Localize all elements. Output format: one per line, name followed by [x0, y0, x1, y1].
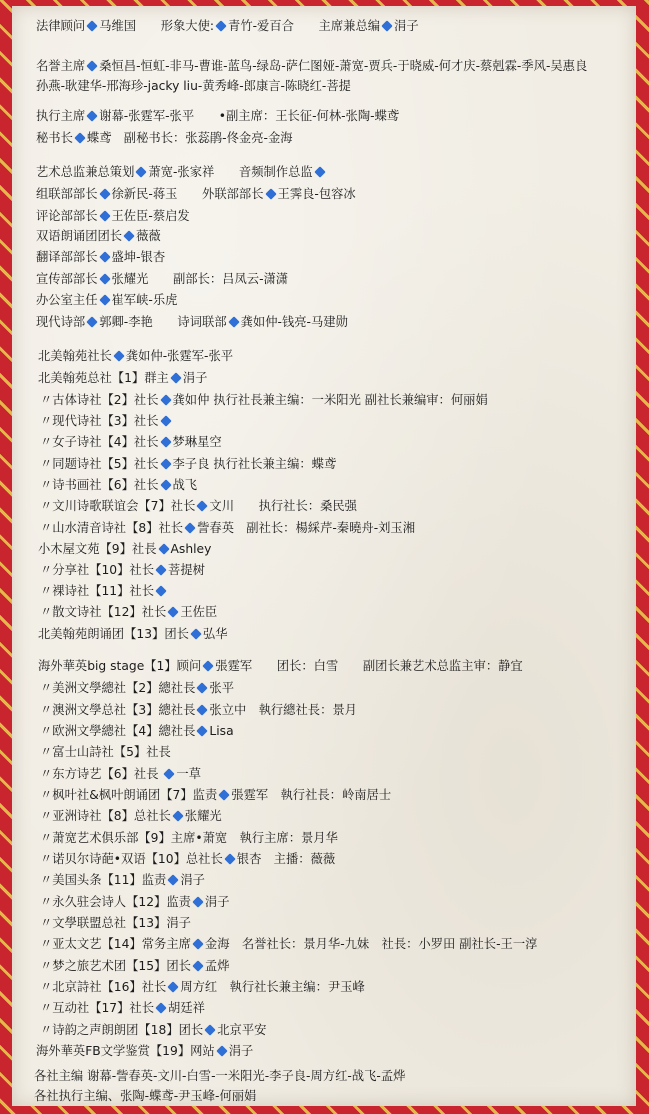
diamond-bullet-icon — [155, 564, 166, 575]
diamond-bullet-icon — [160, 458, 171, 469]
diamond-bullet-icon — [205, 1024, 216, 1035]
document-page — [12, 6, 636, 1106]
diamond-bullet-icon — [168, 874, 179, 885]
diamond-bullet-icon — [160, 436, 171, 447]
text-line: 秘书长 蝶鸢 副秘书长：张蕊鹃-佟金亮-金海 — [36, 131, 293, 145]
diamond-bullet-icon — [215, 20, 226, 31]
text-line: 〃东方诗艺【6】社長 一草 — [40, 767, 202, 781]
text-line: 〃梦之旅艺术团【15】团长 孟烨 — [40, 959, 230, 973]
diamond-bullet-icon — [172, 810, 183, 821]
diamond-bullet-icon — [164, 768, 175, 779]
text-line: 〃美洲文學總社【2】總社長 张平 — [40, 681, 234, 695]
text-line: 北美翰苑朗诵团【13】团长 弘华 — [38, 627, 228, 641]
diamond-bullet-icon — [158, 543, 169, 554]
text-line: 〃互动社【17】社长 胡廷祥 — [40, 1001, 205, 1015]
diamond-bullet-icon — [197, 704, 208, 715]
diamond-bullet-icon — [155, 1002, 166, 1013]
text-line: 〃散文诗社【12】社长 王佐臣 — [40, 605, 218, 619]
text-line: 北美翰苑社长 龚如仲-张霆军-张平 — [38, 349, 234, 363]
text-line: 北美翰苑总社【1】群主 涓子 — [38, 371, 208, 385]
text-line: 各社主编 谢幕-訾春英-文川-白雪-一米阳光-李子良-周方红-战飞-孟烨 — [34, 1069, 406, 1083]
text-line: 〃澳洲文學总社【3】總社長 张立中 執行總社長：景月 — [40, 703, 357, 717]
text-line: 海外華英FB文学鉴赏【19】网站 涓子 — [36, 1044, 254, 1058]
text-line: 宣传部部长 张耀光 副部长：吕凤云-潇潇 — [36, 272, 289, 286]
diamond-bullet-icon — [203, 660, 214, 671]
diamond-bullet-icon — [160, 415, 171, 426]
diamond-bullet-icon — [184, 522, 195, 533]
text-line: 办公室主任 崔军峡-乐虎 — [36, 293, 178, 307]
diamond-bullet-icon — [168, 981, 179, 992]
diamond-bullet-icon — [87, 60, 98, 71]
diamond-bullet-icon — [190, 628, 201, 639]
text-line: 〃山水清音诗社【8】社长 訾春英 副社长：楊綵芹-秦曉舟-刘玉湘 — [40, 521, 416, 535]
text-line: 执行主席 谢幕-张霆军-张平 •副主席：王长征-何林-张陶-蝶鸢 — [36, 109, 400, 123]
text-line: 〃欧洲文學總社【4】總社長 Lisa — [40, 724, 234, 738]
text-line: 〃萧宽艺术俱乐部【9】主席•萧宽 執行主席：景月华 — [40, 831, 338, 845]
text-line: 名誉主席 桑恒昌-恒虹-非马-曹谁-蓝鸟-绿岛-萨仁图娅-萧宽-贾兵-于晓威-何才庆-蔡剋霖-季风-吴惠良 — [36, 59, 588, 73]
diamond-bullet-icon — [99, 210, 110, 221]
diamond-bullet-icon — [228, 316, 239, 327]
diamond-bullet-icon — [224, 853, 235, 864]
diamond-bullet-icon — [160, 479, 171, 490]
text-line: 〃分享社【10】社长 菩提树 — [40, 563, 205, 577]
diamond-bullet-icon — [87, 316, 98, 327]
text-line: 法律顾问 马维国 形象大使: 青竹-爱百合 主席兼总编 涓子 — [36, 19, 419, 33]
text-line: 翻译部部长 盛坤-银杏 — [36, 250, 166, 264]
text-line: 〃文川诗歌联谊会【7】社长 文川 执行社长：桑民强 — [40, 499, 357, 513]
text-line: 评论部部长 王佐臣-蔡启发 — [36, 209, 190, 223]
text-line: 双语朗诵团团长 薇薇 — [36, 229, 161, 243]
text-line: 现代诗部 郭卿-李艳 诗词联部 龚如仲-钱亮-马建勋 — [36, 315, 348, 329]
diamond-bullet-icon — [219, 789, 230, 800]
text-line: 〃亚洲诗社【8】总社长 张耀光 — [40, 809, 222, 823]
diamond-bullet-icon — [197, 725, 208, 736]
text-line: 孙燕-耿建华-邢海珍-jacky liu-黄秀峰-郎康言-陈晓红-菩提 — [36, 79, 351, 93]
diamond-bullet-icon — [197, 682, 208, 693]
text-line: 各社执行主编、张陶-蝶鸢-尹玉峰-何丽娟 — [34, 1089, 257, 1103]
text-line: 〃诗韵之声朗朗团【18】团长 北京平安 — [40, 1023, 267, 1037]
text-line: 〃古体诗社【2】社长 龚如仲 执行社長兼主编：一米阳光 副社长兼编审：何丽娟 — [40, 393, 488, 407]
text-line: 〃女子诗社【4】社长 梦琳星空 — [40, 435, 222, 449]
text-line: 〃现代诗社【3】社长 — [40, 411, 173, 431]
diamond-bullet-icon — [168, 606, 179, 617]
diamond-bullet-icon — [170, 372, 181, 383]
diamond-bullet-icon — [314, 166, 325, 177]
diamond-bullet-icon — [192, 896, 203, 907]
diamond-bullet-icon — [216, 1045, 227, 1056]
diamond-bullet-icon — [192, 960, 203, 971]
diamond-bullet-icon — [87, 20, 98, 31]
text-line: 〃亚太文艺【14】常务主席 金海 名誉社长：景月华-九妹 社長：小罗田 副社长-王一淳 — [40, 937, 538, 951]
text-line: 〃北京詩社【16】社长 周方红 執行社长兼主编：尹玉峰 — [40, 980, 365, 994]
text-line: 〃同题诗社【5】社长 李子良 执行社长兼主编：蝶鸢 — [40, 457, 337, 471]
diamond-bullet-icon — [99, 294, 110, 305]
text-line: 〃诗书画社【6】社长 战飞 — [40, 478, 198, 492]
diamond-bullet-icon — [123, 230, 134, 241]
text-line: 组联部部长 徐新民-蒋玉 外联部部长 王霁良-包容冰 — [36, 187, 356, 201]
diamond-bullet-icon — [113, 350, 124, 361]
diamond-bullet-icon — [87, 110, 98, 121]
text-line: 〃美国头条【11】监责 涓子 — [40, 873, 205, 887]
text-line: 〃文學联盟总社【13】涓子 — [40, 916, 191, 930]
text-line: 海外華英big stage【1】顾问 張霆军 团长：白雪 副团长兼艺术总监主审：静宜 — [38, 659, 523, 673]
diamond-bullet-icon — [136, 166, 147, 177]
diamond-bullet-icon — [155, 585, 166, 596]
diamond-bullet-icon — [99, 273, 110, 284]
diamond-bullet-icon — [265, 188, 276, 199]
diamond-bullet-icon — [192, 938, 203, 949]
diamond-bullet-icon — [381, 20, 392, 31]
text-line: 〃诺贝尔诗葩•双语【10】总社长 银杏 主播：薇薇 — [40, 852, 336, 866]
diamond-bullet-icon — [99, 251, 110, 262]
diamond-bullet-icon — [74, 132, 85, 143]
diamond-bullet-icon — [160, 394, 171, 405]
diamond-bullet-icon — [99, 188, 110, 199]
text-line: 〃永久驻会诗人【12】监责 涓子 — [40, 895, 230, 909]
diamond-bullet-icon — [197, 500, 208, 511]
text-line: 〃枫叶社&枫叶朗诵团【7】监责 張霆军 執行社長：岭南居士 — [40, 788, 392, 802]
text-line: 〃裸诗社【11】社长 — [40, 581, 168, 601]
text-line: 小木屋文苑【9】社長 Ashley — [38, 542, 212, 556]
text-line: 〃富士山詩社【5】社長 — [40, 745, 171, 759]
text-line: 艺术总监兼总策划 萧宽-张家祥 音频制作总监 — [36, 162, 327, 182]
